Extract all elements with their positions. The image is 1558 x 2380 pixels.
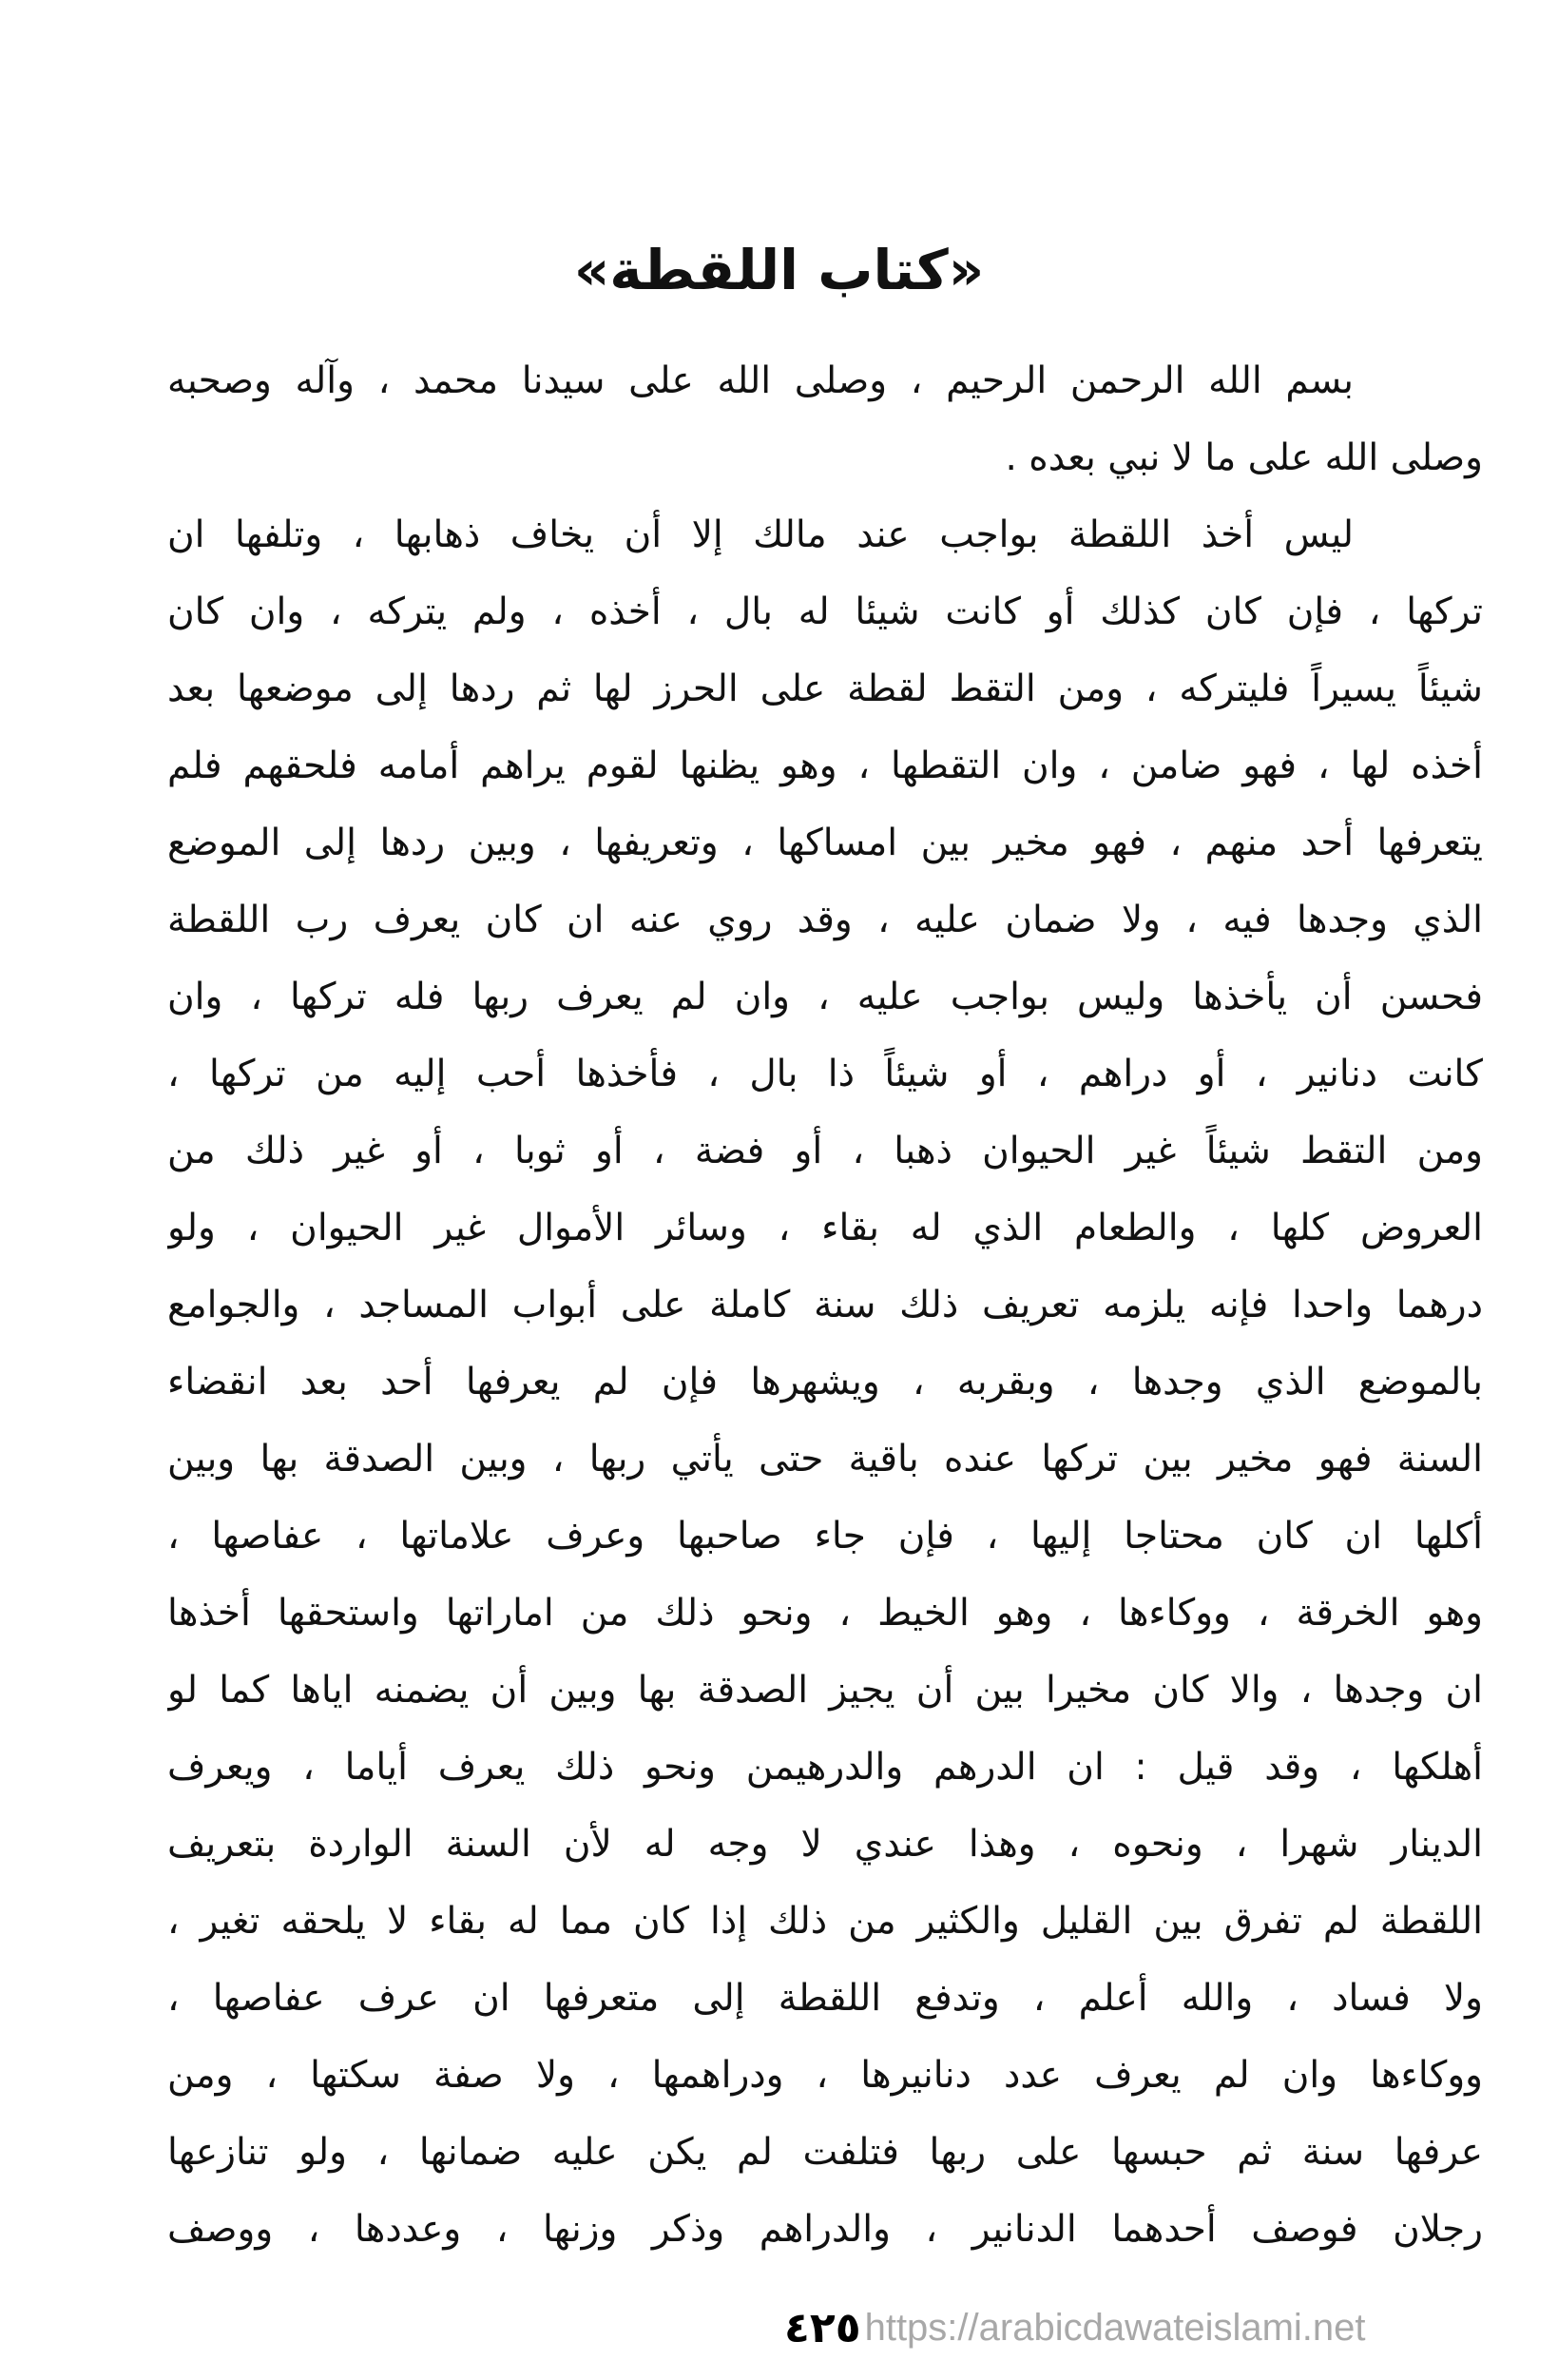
- text-line: ليس أخذ اللقطة بواجب عند مالك إلا أن يخاف ذهابها ، وتلفها ان: [167, 513, 1354, 556]
- text-line: فحسن أن يأخذها وليس بواجب عليه ، وان لم يعرف ربها فله تركها ، وان: [167, 976, 1483, 1018]
- page-number: ٤٢٥: [784, 2303, 861, 2352]
- text-line: يتعرفها أحد منهم ، فهو مخير بين امساكها ، وتعريفها ، وبين ردها إلى الموضع: [167, 822, 1483, 864]
- text-line: الدينار شهرا ، ونحوه ، وهذا عندي لا وجه له لأن السنة الواردة بتعريف: [167, 1823, 1483, 1866]
- text-line: ومن التقط شيئاً غير الحيوان ذهبا ، أو فضة ، أو ثوبا ، أو غير ذلك من: [167, 1130, 1483, 1172]
- text-line: بسم الله الرحمن الرحيم ، وصلى الله على سيدنا محمد ، وآله وصحبه: [167, 359, 1354, 402]
- text-line: الذي وجدها فيه ، ولا ضمان عليه ، وقد روي عنه ان كان يعرف رب اللقطة: [167, 899, 1483, 941]
- page-body-text: [167, 342, 1483, 2268]
- text-line: ووكاءها وان لم يعرف عدد دنانيرها ، ودراهمها ، ولا صفة سكتها ، ومن: [167, 2054, 1483, 2097]
- text-line: كانت دنانير ، أو دراهم ، أو شيئاً ذا بال ، فأخذها أحب إليه من تركها ،: [167, 1053, 1483, 1095]
- text-line: السنة فهو مخير بين تركها عنده باقية حتى يأتي ربها ، وبين الصدقة بها وبين: [167, 1438, 1483, 1480]
- text-line: بالموضع الذي وجدها ، وبقربه ، ويشهرها فإن لم يعرفها أحد بعد انقضاء: [167, 1361, 1483, 1403]
- text-line: أهلكها ، وقد قيل : ان الدرهم والدرهيمن ونحو ذلك يعرف أياما ، ويعرف: [167, 1746, 1483, 1789]
- text-line: وهو الخرقة ، ووكاءها ، وهو الخيط ، ونحو ذلك من اماراتها واستحقها أخذها: [167, 1592, 1483, 1635]
- page-footer: [784, 2299, 1366, 2356]
- text-line: أكلها ان كان محتاجا إليها ، فإن جاء صاحبها وعرف علاماتها ، عفاصها ،: [167, 1515, 1483, 1558]
- text-line: العروض كلها ، والطعام الذي له بقاء ، وسائر الأموال غير الحيوان ، ولو: [167, 1207, 1483, 1249]
- text-line: ولا فساد ، والله أعلم ، وتدفع اللقطة إلى متعرفها ان عرف عفاصها ،: [167, 1977, 1483, 2020]
- text-line: تركها ، فإن كان كذلك أو كانت شيئا له بال ، أخذه ، ولم يتركه ، وان كان: [167, 590, 1483, 633]
- text-line: عرفها سنة ثم حبسها على ربها فتلفت لم يكن عليه ضمانها ، ولو تنازعها: [167, 2131, 1483, 2174]
- text-line: درهما واحدا فإنه يلزمه تعريف ذلك سنة كاملة على أبواب المساجد ، والجوامع: [167, 1284, 1483, 1326]
- text-line: أخذه لها ، فهو ضامن ، وان التقطها ، وهو يظنها لقوم يراهم أمامه فلحقهم فلم: [167, 745, 1483, 787]
- watermark-url: https://arabicdawateislami.net: [864, 2306, 1366, 2349]
- chapter-title: «كتاب اللقطة»: [573, 238, 985, 302]
- text-line: اللقطة لم تفرق بين القليل والكثير من ذلك إذا كان مما له بقاء لا يلحقه تغير ،: [167, 1900, 1483, 1943]
- text-line: رجلان فوصف أحدهما الدنانير ، والدراهم وذكر وزنها ، وعددها ، ووصف: [167, 2208, 1483, 2251]
- text-line: ان وجدها ، والا كان مخيرا بين أن يجيز الصدقة بها وبين أن يضمنه اياها كما لو: [167, 1669, 1483, 1712]
- text-line: وصلى الله على ما لا نبي بعده .: [1005, 436, 1483, 479]
- text-line: شيئاً يسيراً فليتركه ، ومن التقط لقطة على الحرز لها ثم ردها إلى موضعها بعد: [167, 668, 1483, 710]
